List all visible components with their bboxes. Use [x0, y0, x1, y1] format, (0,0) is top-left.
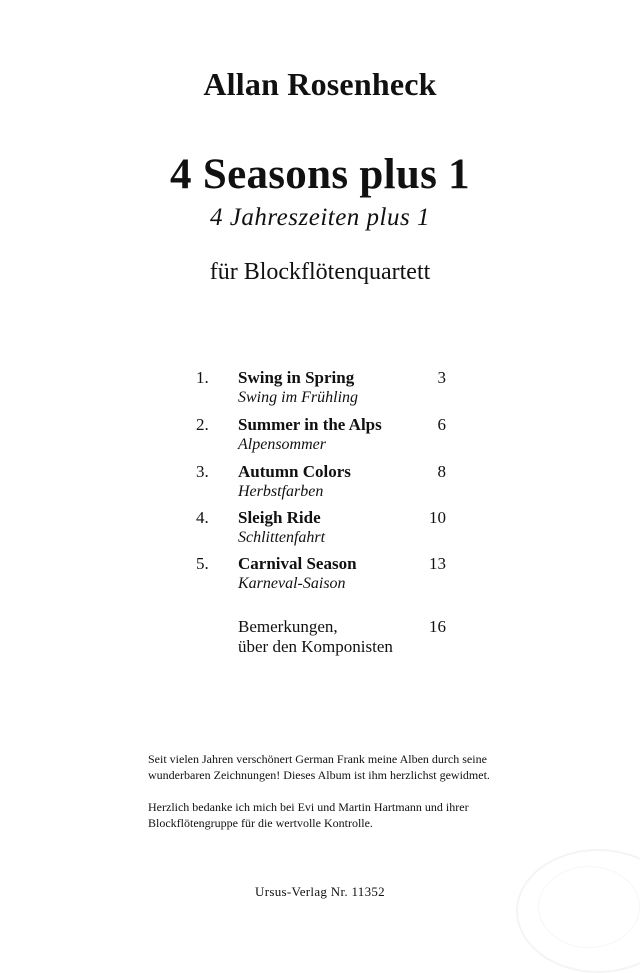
toc-entry	[0, 508, 640, 552]
dedication-paragraph: Seit vielen Jahren verschönert German Frank meine Alben durch seine wunderbaren Zeichnungen! Dieses Album ist ihm herzlichst gewidmet.	[148, 752, 490, 782]
toc-page-number: 3	[437, 368, 446, 387]
toc-title: Swing in Spring	[238, 368, 355, 387]
toc-title: Sleigh Ride	[238, 508, 321, 527]
toc-entry	[0, 554, 640, 598]
toc-title: Autumn Colors	[238, 462, 351, 481]
toc-number: 4.	[196, 508, 209, 527]
notes-label-continued: über den Komponisten	[238, 637, 393, 656]
toc-notes-entry	[0, 617, 640, 661]
toc-page-number: 6	[437, 415, 446, 434]
toc-entry	[0, 415, 640, 459]
toc-subtitle: Swing im Frühling	[238, 389, 359, 406]
page-title: 4 Seasons plus 1	[170, 151, 470, 198]
toc-subtitle: Alpensommer	[238, 436, 326, 453]
toc-number: 5.	[196, 554, 209, 573]
page-subtitle: 4 Jahreszeiten plus 1	[210, 204, 430, 231]
toc-subtitle: Herbstfarben	[238, 483, 324, 500]
toc-subtitle: Karneval-Saison	[238, 575, 346, 592]
toc-number: 2.	[196, 415, 209, 434]
publisher-watermark	[516, 849, 640, 973]
toc-subtitle: Schlittenfahrt	[238, 529, 326, 546]
toc-entry	[0, 462, 640, 506]
publisher-number: Ursus-Verlag Nr. 11352	[255, 884, 385, 899]
toc-page-number: 13	[429, 554, 446, 573]
notes-label: Bemerkungen,	[238, 617, 338, 636]
toc-page-number: 8	[437, 462, 446, 481]
acknowledgement-paragraph: Herzlich bedanke ich mich bei Evi und Martin Hartmann und ihrer Blockflötengruppe für die wertvolle Kontrolle.	[148, 800, 469, 830]
toc-number: 1.	[196, 368, 209, 387]
composer-name: Allan Rosenheck	[203, 66, 437, 102]
toc-entry	[0, 368, 640, 412]
toc-title: Summer in the Alps	[238, 415, 382, 434]
instrumentation: für Blockflötenquartett	[209, 259, 431, 285]
toc-page-number: 10	[429, 508, 446, 527]
notes-page-number: 16	[429, 617, 446, 636]
dedication-block	[148, 751, 528, 847]
toc-title: Carnival Season	[238, 554, 357, 573]
toc-number: 3.	[196, 462, 209, 481]
